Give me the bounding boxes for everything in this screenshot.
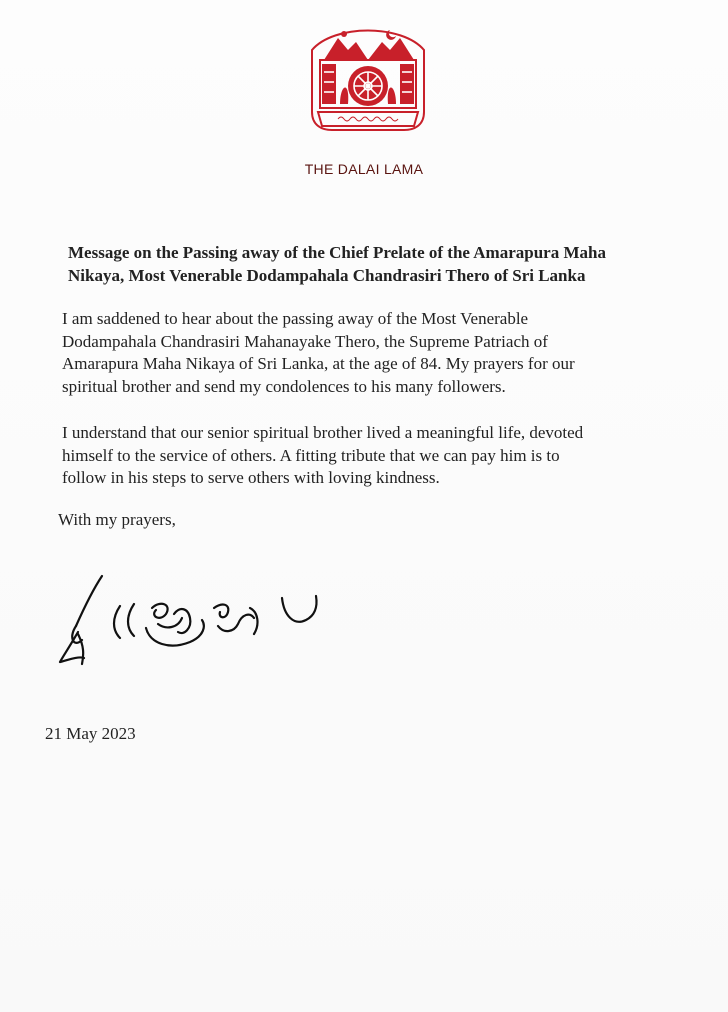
dalai-lama-seal-icon	[304, 20, 432, 138]
title-line: Nikaya, Most Venerable Dodampahala Chandrasiri Thero of Sri Lanka	[68, 266, 586, 285]
body-paragraph-2	[62, 422, 692, 490]
paragraph-line: Amarapura Maha Nikaya of Sri Lanka, at the age of 84. My prayers for our	[62, 354, 575, 373]
letter-date: 21 May 2023	[45, 724, 136, 743]
paragraph-line: himself to the service of others. A fitting tribute that we can pay him is to	[62, 445, 560, 465]
paragraph-line: Dodampahala Chandrasiri Mahanayake Thero, the Supreme Patriach of	[62, 331, 548, 351]
body-paragraph-1	[62, 308, 692, 398]
letterhead-organization: THE DALAI LAMA	[304, 161, 424, 177]
paragraph-line: I understand that our senior spiritual brother lived a meaningful life, devoted	[62, 423, 584, 442]
letter-title	[68, 241, 698, 287]
handwritten-signature	[54, 568, 334, 678]
paragraph-line: spiritual brother and send my condolences to his many followers.	[62, 376, 506, 396]
closing-salutation: With my prayers,	[58, 510, 176, 529]
title-line: Message on the Passing away of the Chief Prelate of the Amarapura Maha	[68, 243, 606, 262]
paragraph-line: follow in his steps to serve others with loving kindness.	[62, 468, 440, 487]
paragraph-line: I am saddened to hear about the passing away of the Most Venerable	[62, 309, 529, 328]
